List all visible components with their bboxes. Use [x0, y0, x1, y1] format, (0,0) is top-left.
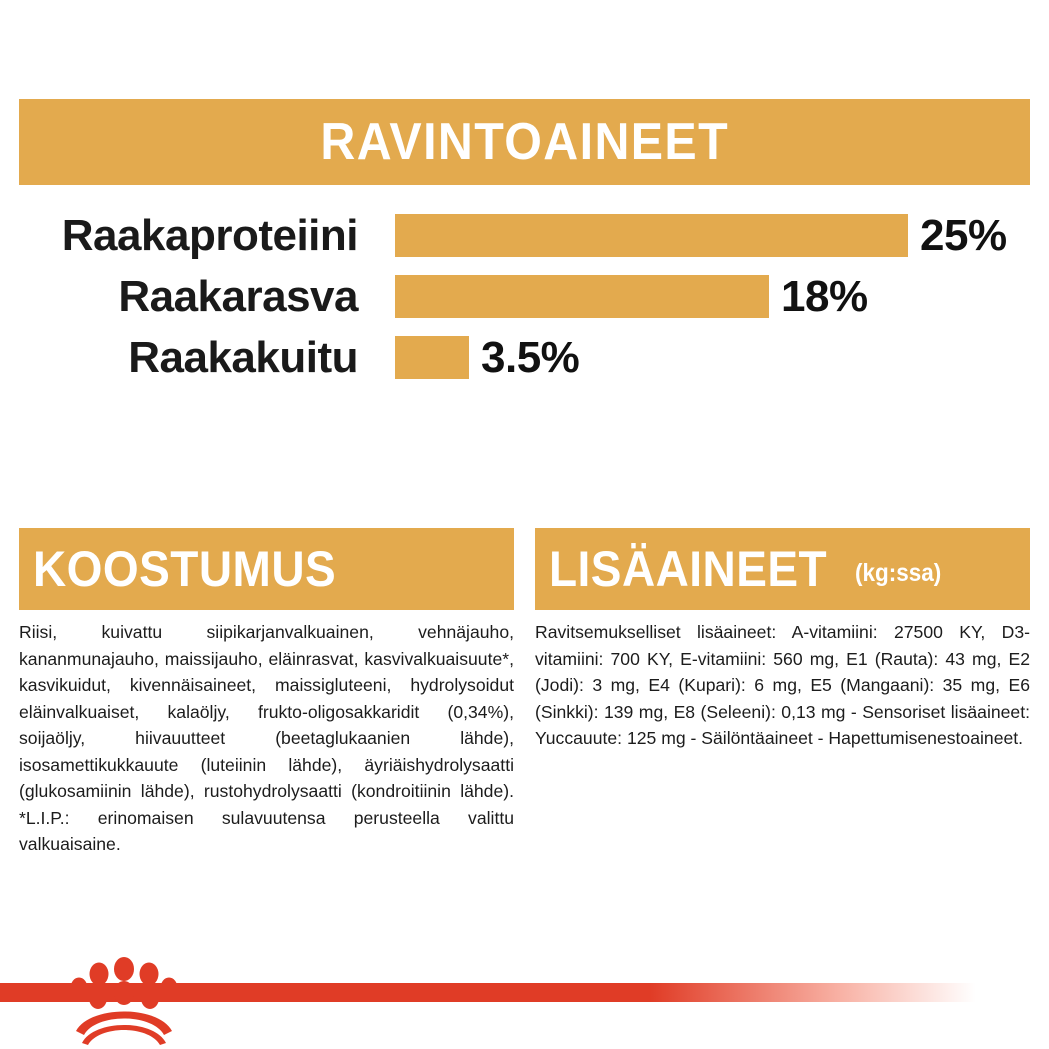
royal-canin-crown-icon — [68, 957, 180, 1049]
composition-column — [19, 528, 514, 858]
nutrient-value: 18% — [781, 271, 868, 321]
nutrient-value: 3.5% — [481, 332, 580, 382]
nutrient-row — [0, 266, 1049, 327]
composition-banner — [19, 528, 514, 610]
composition-banner-title: KOOSTUMUS — [33, 541, 337, 597]
additives-column — [535, 528, 1030, 752]
additives-banner — [535, 528, 1030, 610]
nutrient-bar — [395, 214, 908, 257]
nutrient-label: Raakakuitu — [128, 332, 358, 382]
nutrient-row — [0, 205, 1049, 266]
nutrient-value: 25% — [920, 210, 1007, 260]
additives-banner-subtitle: (kg:ssa) — [855, 558, 942, 587]
composition-text: Riisi, kuivattu siipikarjanvalkuainen, vehnäjauho, kananmunajauho, maissijauho, eläinrasvat, kasvivalkuaisuute*, kasvikuidut, kivennäisaineet, maissigluteeni, hydrolysoidut eläinvalkuaiset, kalaöljy, frukto-oligosakkaridit (0,34%), soijaöljy, hiivauutteet (beetaglukaanien lähde), isosamettikukkauute (luteiinin lähde), äyriäishydrolysaatti (glukosamiinin lähde), rustohydrolysaatti (kondroitiinin lähde). *L.I.P.: erinomaisen sulavuutensa perusteella valittu valkuaisaine. — [19, 622, 514, 854]
nutrients-banner-title: RAVINTOAINEET — [320, 113, 729, 171]
additives-text: Ravitsemukselliset lisäaineet: A-vitamiini: 27500 KY, D3-vitamiini: 700 KY, E-vitamiini: 560 mg, E1 (Rauta): 43 mg, E2 (Jodi): 3 mg, E4 (Kupari): 6 mg, E5 (Mangaani): 35 mg, E6 (Sinkki): 139 mg, E8 (Seleeni): 0,13 mg - Sensoriset lisäaineet: Yuccauute: 125 mg - Säilöntäaineet - Hapettumisenestoaineet. — [535, 622, 1030, 748]
nutrient-row — [0, 327, 1049, 388]
nutrients-banner — [19, 99, 1030, 185]
additives-banner-title: LISÄAINEET — [549, 541, 828, 597]
nutrient-bar — [395, 336, 469, 379]
nutrient-bar-chart — [0, 205, 1049, 388]
nutrient-label: Raakarasva — [118, 271, 358, 321]
nutrient-bar — [395, 275, 769, 318]
footer — [0, 975, 1049, 1049]
nutrient-label: Raakaproteiini — [61, 210, 358, 260]
